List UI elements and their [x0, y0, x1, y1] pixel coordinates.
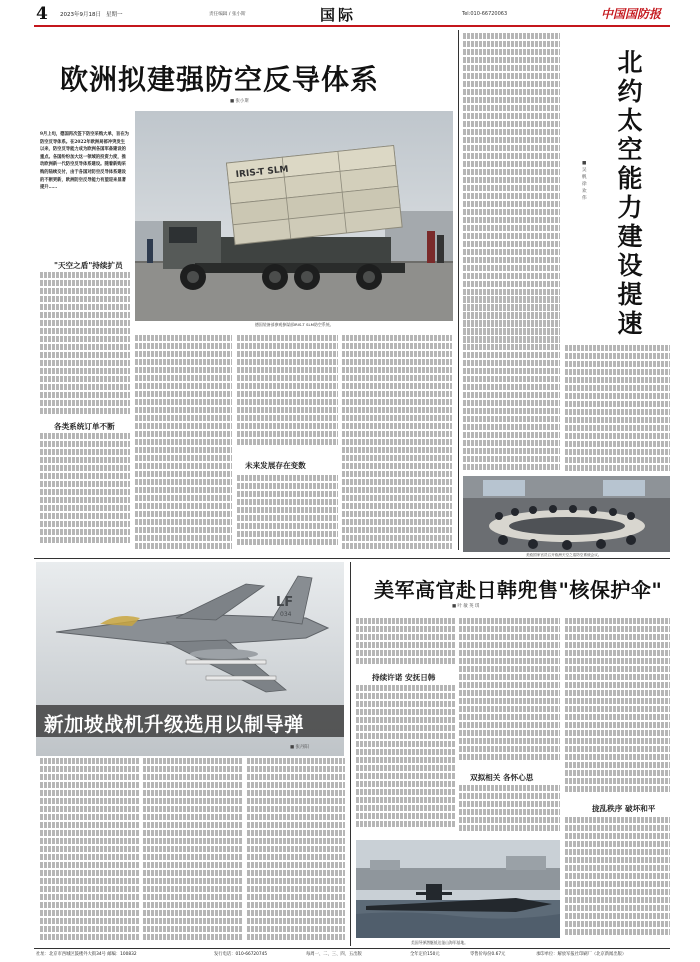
- launcher-marking: IRIS-T SLM: [235, 164, 290, 181]
- nato-body-col-1: [463, 33, 560, 473]
- eu-lead-paragraph: 9月上旬，德国再次签下防空采购大单，旨在为防空反导体系。在2022年欧洲局部冲突发生以来，防空反导能力成为欧洲各国军备建设的重点。各国纷纷加大这一领域的投资力度，推动欧洲新一代防空反导体系建设。随着新购采购的陆续交付，由于各国对防空反导体系建设的不断更新，欧洲防空反导能力有望迎来显著提升……: [40, 132, 129, 191]
- submarine-image: [356, 840, 560, 938]
- footer-annual-price: 全年定价150元: [410, 952, 440, 957]
- eu-subhead-orders: 各类系统订单不断: [54, 422, 115, 431]
- us-subhead-disrupt: 拢乱秩序 破坏和平: [592, 804, 656, 813]
- eu-article-title: 欧洲拟建强防空反导体系: [60, 63, 380, 96]
- iris-t-photo: [135, 111, 453, 321]
- sg-body-col-3: [247, 758, 345, 944]
- meeting-room-image: [463, 476, 670, 552]
- us-article-byline: ■ 叶 敏 英 琪: [452, 604, 480, 609]
- submarine-caption: 美国导弹潜艇抵达釜山海军基地。: [411, 940, 468, 945]
- footer-issue-price: 零售价每份0.67元: [470, 952, 506, 957]
- sg-body-col-1: [40, 758, 139, 944]
- submarine-photo: [356, 840, 560, 938]
- contact-tel: Tel:010-66720063: [462, 11, 508, 17]
- eu-body-col-3: [237, 335, 338, 453]
- eu-body-col-1b: [40, 433, 130, 551]
- jet-tail-code: LF: [276, 595, 294, 610]
- page-header: [0, 0, 700, 26]
- jet-tail-number: 034: [280, 611, 292, 618]
- us-body-col-2: [459, 618, 560, 768]
- masthead-logo: 中国国防报: [601, 7, 662, 21]
- footer-address: 社址：北京市西城区鼓楼外大街34号 邮编：100832: [36, 952, 137, 957]
- nato-meeting-photo: [463, 476, 670, 552]
- nato-article-byline: ■ 吴 帆 徐 欢 伟: [582, 161, 587, 201]
- eu-body-col-3b: [237, 475, 338, 551]
- sg-article-title: 新加坡战机升级选用以制导弹: [44, 713, 305, 736]
- col-rule-top: [458, 30, 459, 550]
- eu-subhead-future: 未来发展存在变数: [245, 461, 306, 470]
- sg-body-col-2: [143, 758, 243, 944]
- col-rule-bottom: [350, 562, 351, 946]
- sg-article-byline: ■ 张丹阳: [290, 745, 309, 750]
- footer-rule: [34, 948, 670, 949]
- footer-distribution: 发行电话：010-66720745: [214, 952, 268, 957]
- footer-printer: 承印单位：解放军报社印刷厂（北京新闻出版）: [536, 952, 627, 957]
- section-rule-middle: [34, 558, 670, 559]
- eu-body-col-1a: [40, 272, 130, 418]
- iris-t-launcher-image: [135, 111, 453, 321]
- footer-schedule: 每周一、二、三、四、五出版: [306, 952, 362, 957]
- eu-body-col-4: [342, 335, 452, 551]
- nato-article-title: 北约太空能力建设提速: [617, 48, 643, 338]
- eu-body-col-2: [135, 335, 232, 551]
- us-body-col-2b: [459, 785, 560, 835]
- page-number: 4: [36, 4, 48, 24]
- nato-body-col-2: [565, 345, 670, 473]
- eu-article-byline: ■ 张小斯: [230, 99, 249, 104]
- issue-weekday: 星期一: [106, 12, 123, 18]
- us-body-col-1: [356, 618, 455, 670]
- us-body-col-3b: [565, 817, 670, 945]
- us-article-title: 美军高官赴日韩兜售"核保护伞": [374, 578, 663, 602]
- eu-subhead-sky-shield: "天空之盾"持续扩员: [54, 261, 123, 270]
- us-body-col-3: [565, 618, 670, 798]
- nato-meeting-caption: 美欧国家官员召开欧洲天空之盾防空系统会议。: [526, 553, 602, 557]
- page-footer: [36, 951, 670, 960]
- us-subhead-reassure: 持续许诺 安抚日韩: [372, 673, 436, 682]
- editor-credit: 责任编辑 / 张小斯: [209, 12, 246, 17]
- section-title: 国际: [320, 6, 357, 24]
- header-rule: [34, 25, 670, 27]
- iris-t-caption: 德国装备部参观参谋部IRIS-T SLM防空系统。: [255, 322, 334, 327]
- us-subhead-motives: 双拟相关 各怀心思: [470, 773, 534, 782]
- us-body-col-1b: [356, 685, 455, 835]
- issue-date: 2023年9月18日: [60, 12, 101, 18]
